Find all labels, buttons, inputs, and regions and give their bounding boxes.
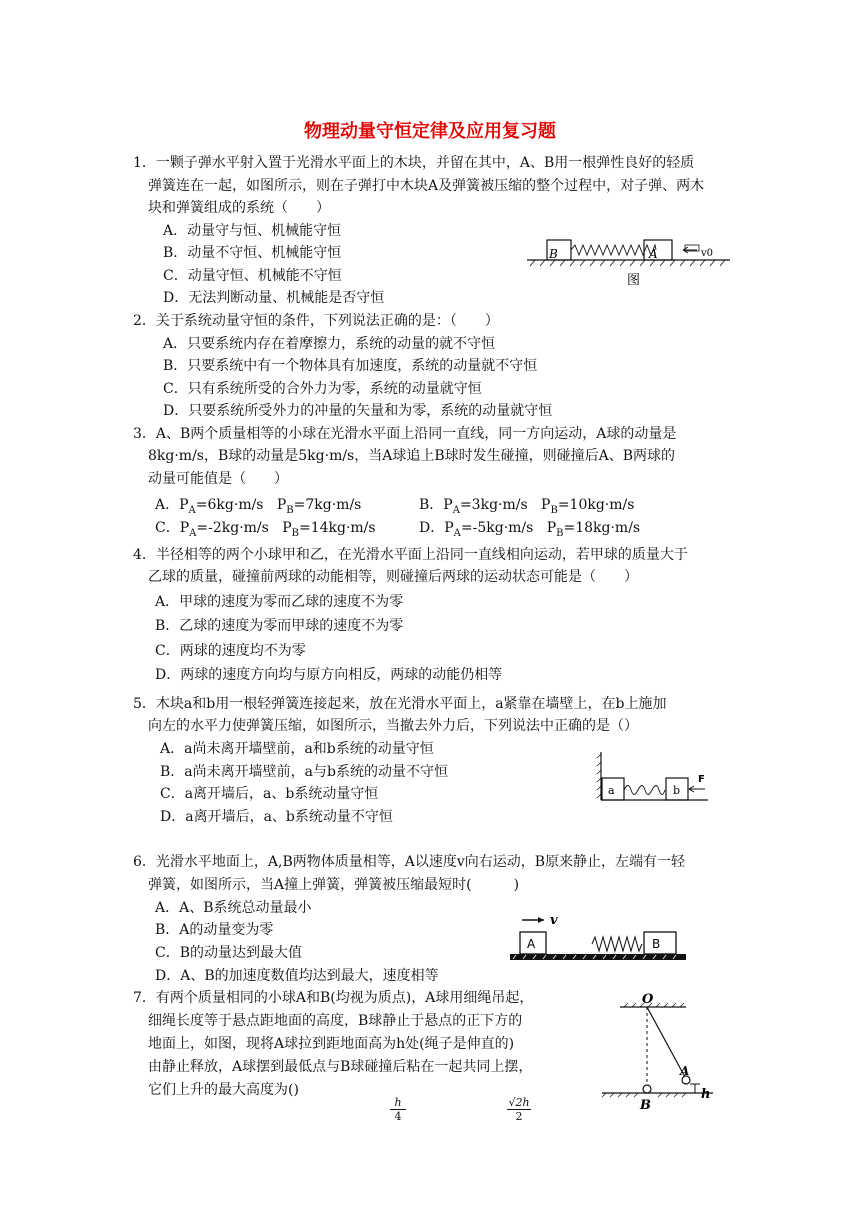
question-6-option-c: C．B的动量达到最大值 xyxy=(155,945,302,961)
question-5-stem-line-1: 5．木块a和b用一根轻弹簧连接起来，放在光滑水平面上，a紧靠在墙壁上，在b上施加 xyxy=(133,696,667,712)
question-1-option-a: A．动量守与恒、机械能守恒 xyxy=(163,223,342,239)
question-6-option-b: B．A的动量变为零 xyxy=(155,922,274,938)
question-7-line-1: 7．有两个质量相同的小球A和B(均视为质点)，A球用细绳吊起， xyxy=(133,990,534,1006)
ball-b-label: B xyxy=(640,1098,651,1113)
block-b-label: b xyxy=(673,784,681,797)
question-5-figure xyxy=(593,748,713,806)
question-2-option-d: D．只要系统所受外力的冲量的矢量和为零，系统的动量就守恒 xyxy=(163,403,553,419)
question-4-stem-line-2: 乙球的质量，碰撞前两球的动能相等，则碰撞后两球的运动状态可能是（ ） xyxy=(148,569,638,585)
ground xyxy=(510,954,686,960)
question-2-option-b: B．只要系统中有一个物体具有加速度，系统的动量就不守恒 xyxy=(163,358,538,374)
question-1-stem-line-2: 弹簧连在一起，如图所示，则在子弹打中木块A及弹簧被压缩的整个过程中，对子弹、两木 xyxy=(148,178,705,194)
force-label: F xyxy=(698,774,705,785)
spring xyxy=(571,245,656,255)
question-7-line-4: 由静止释放，A球摆到最低点与B球碰撞后粘在一起共同上摆， xyxy=(148,1059,533,1075)
question-3-option-b: B．$P_A=3kg\cdot m/s$ $P_B=10kg\cdot m/s$ xyxy=(419,497,635,516)
question-6-option-a: A．A、B系统总动量最小 xyxy=(155,900,312,916)
question-1-option-b: B．动量不守恒、机械能守恒 xyxy=(163,245,342,261)
question-7-line-5: 它们上升的最大高度为() xyxy=(148,1082,299,1098)
velocity-label: v xyxy=(550,913,558,928)
question-6-option-d: D．A、B的加速度数值均达到最大，速度相等 xyxy=(155,968,439,984)
question-5-option-b: B．a尚未离开墙壁前，a与b系统的动量不守恒 xyxy=(160,764,448,780)
question-1-stem-line-3: 块和弹簧组成的系统（ ） xyxy=(148,200,330,216)
question-3-option-c: C．$P_A=-2kg\cdot m/s$ $P_B=14kg\cdot m/s$ xyxy=(155,520,376,539)
velocity-label: v0 xyxy=(701,248,714,259)
question-4-option-d: D．两球的速度方向均与原方向相反，两球的动能仍相等 xyxy=(155,667,503,683)
question-2-option-c: C．只有系统所受的合外力为零，系统的动量就守恒 xyxy=(163,381,482,397)
question-4-option-a: A．甲球的速度为零而乙球的速度不为零 xyxy=(155,594,404,610)
question-4-option-c: C．两球的速度均不为零 xyxy=(155,643,306,659)
page-title: 物理动量守恒定律及应用复习题 xyxy=(304,121,556,142)
question-4-stem-line-1: 4．半径相等的两个小球甲和乙，在光滑水平面上沿同一直线相向运动，若甲球的质量大于 xyxy=(133,547,688,563)
question-2-stem: 2．关于系统动量守恒的条件，下列说法正确的是：（ ） xyxy=(133,313,499,329)
block-b-label: B xyxy=(652,937,661,951)
question-3-option-d: D．$P_A=-5kg\cdot m/s$ $P_B=18kg\cdot m/s$ xyxy=(419,520,641,539)
question-7-line-3: 地面上，如图，现将A球拉到距地面高为h处(绳子是伸直的) xyxy=(148,1036,515,1052)
question-1-option-d: D．无法判断动量、机械能是否守恒 xyxy=(163,290,385,306)
block-a-label: A xyxy=(649,247,658,261)
question-6-stem-line-2: 弹簧，如图所示，当A撞上弹簧，弹簧被压缩最短时( ) xyxy=(148,877,520,893)
question-4-option-b: B．乙球的速度为零而甲球的速度不为零 xyxy=(155,618,404,634)
figure-caption: 图 xyxy=(627,273,641,288)
question-6-figure xyxy=(508,910,688,968)
block-a-label: a xyxy=(608,784,615,797)
question-5-option-c: C．a离开墙后，a、b系统动量守恒 xyxy=(160,786,379,802)
question-5-stem-line-2: 向左的水平力使弹簧压缩，如图所示，当撤去外力后，下列说法中正确的是（） xyxy=(148,718,638,734)
block-a-label: A xyxy=(527,937,536,951)
spring xyxy=(624,786,665,795)
question-5-option-d: D．a离开墙后，a、b系统动量不守恒 xyxy=(160,809,393,825)
question-1-stem-line-1: 1．一颗子弹水平射入置于光滑水平面上的木块，并留在其中，A、B用一根弹性良好的轻质 xyxy=(133,155,695,171)
fraction-h-over-4: $\frac{h}{4}$ xyxy=(390,1096,406,1123)
fraction-sqrt2h-over-2: $\frac{√2h}{2}$ xyxy=(508,1096,530,1123)
question-3-stem-line-2: 8kg·m/s，B球的动量是5kg·m/s，当A球追上B球时发生碰撞，则碰撞后A、B两球的 xyxy=(148,448,676,464)
height-label: h xyxy=(701,1087,711,1102)
ball-b xyxy=(643,1085,651,1093)
question-1-figure xyxy=(525,232,735,292)
question-7-figure xyxy=(598,985,718,1120)
pivot-label: O xyxy=(642,992,654,1007)
question-3-stem-line-3: 动量可能值是（ ） xyxy=(148,471,288,487)
question-2-option-a: A．只要系统内存在着摩擦力，系统的动量的就不守恒 xyxy=(163,336,496,352)
question-3-option-a: A．$P_A=6kg\cdot m/s$ $P_B=7kg\cdot m/s$ xyxy=(155,497,362,516)
question-6-stem-line-1: 6．光滑水平地面上，A,B两物体质量相等，A以速度v向右运动，B原来静止，左端有一轻 xyxy=(133,854,686,870)
ball-a-label: A xyxy=(680,1064,690,1078)
question-1-option-c: C．动量守恒、机械能不守恒 xyxy=(163,268,342,284)
question-7-line-2: 细绳长度等于悬点距地面的高度，B球静止于悬点的正下方的 xyxy=(148,1013,523,1029)
block-b-label: B xyxy=(549,247,558,261)
question-3-stem-line-1: 3．A、B两个质量相等的小球在光滑水平面上沿同一直线，同一方向运动，A球的动量是 xyxy=(133,426,677,442)
spring xyxy=(592,937,642,951)
question-5-option-a: A．a尚未离开墙壁前，a和b系统的动量守恒 xyxy=(160,741,434,757)
